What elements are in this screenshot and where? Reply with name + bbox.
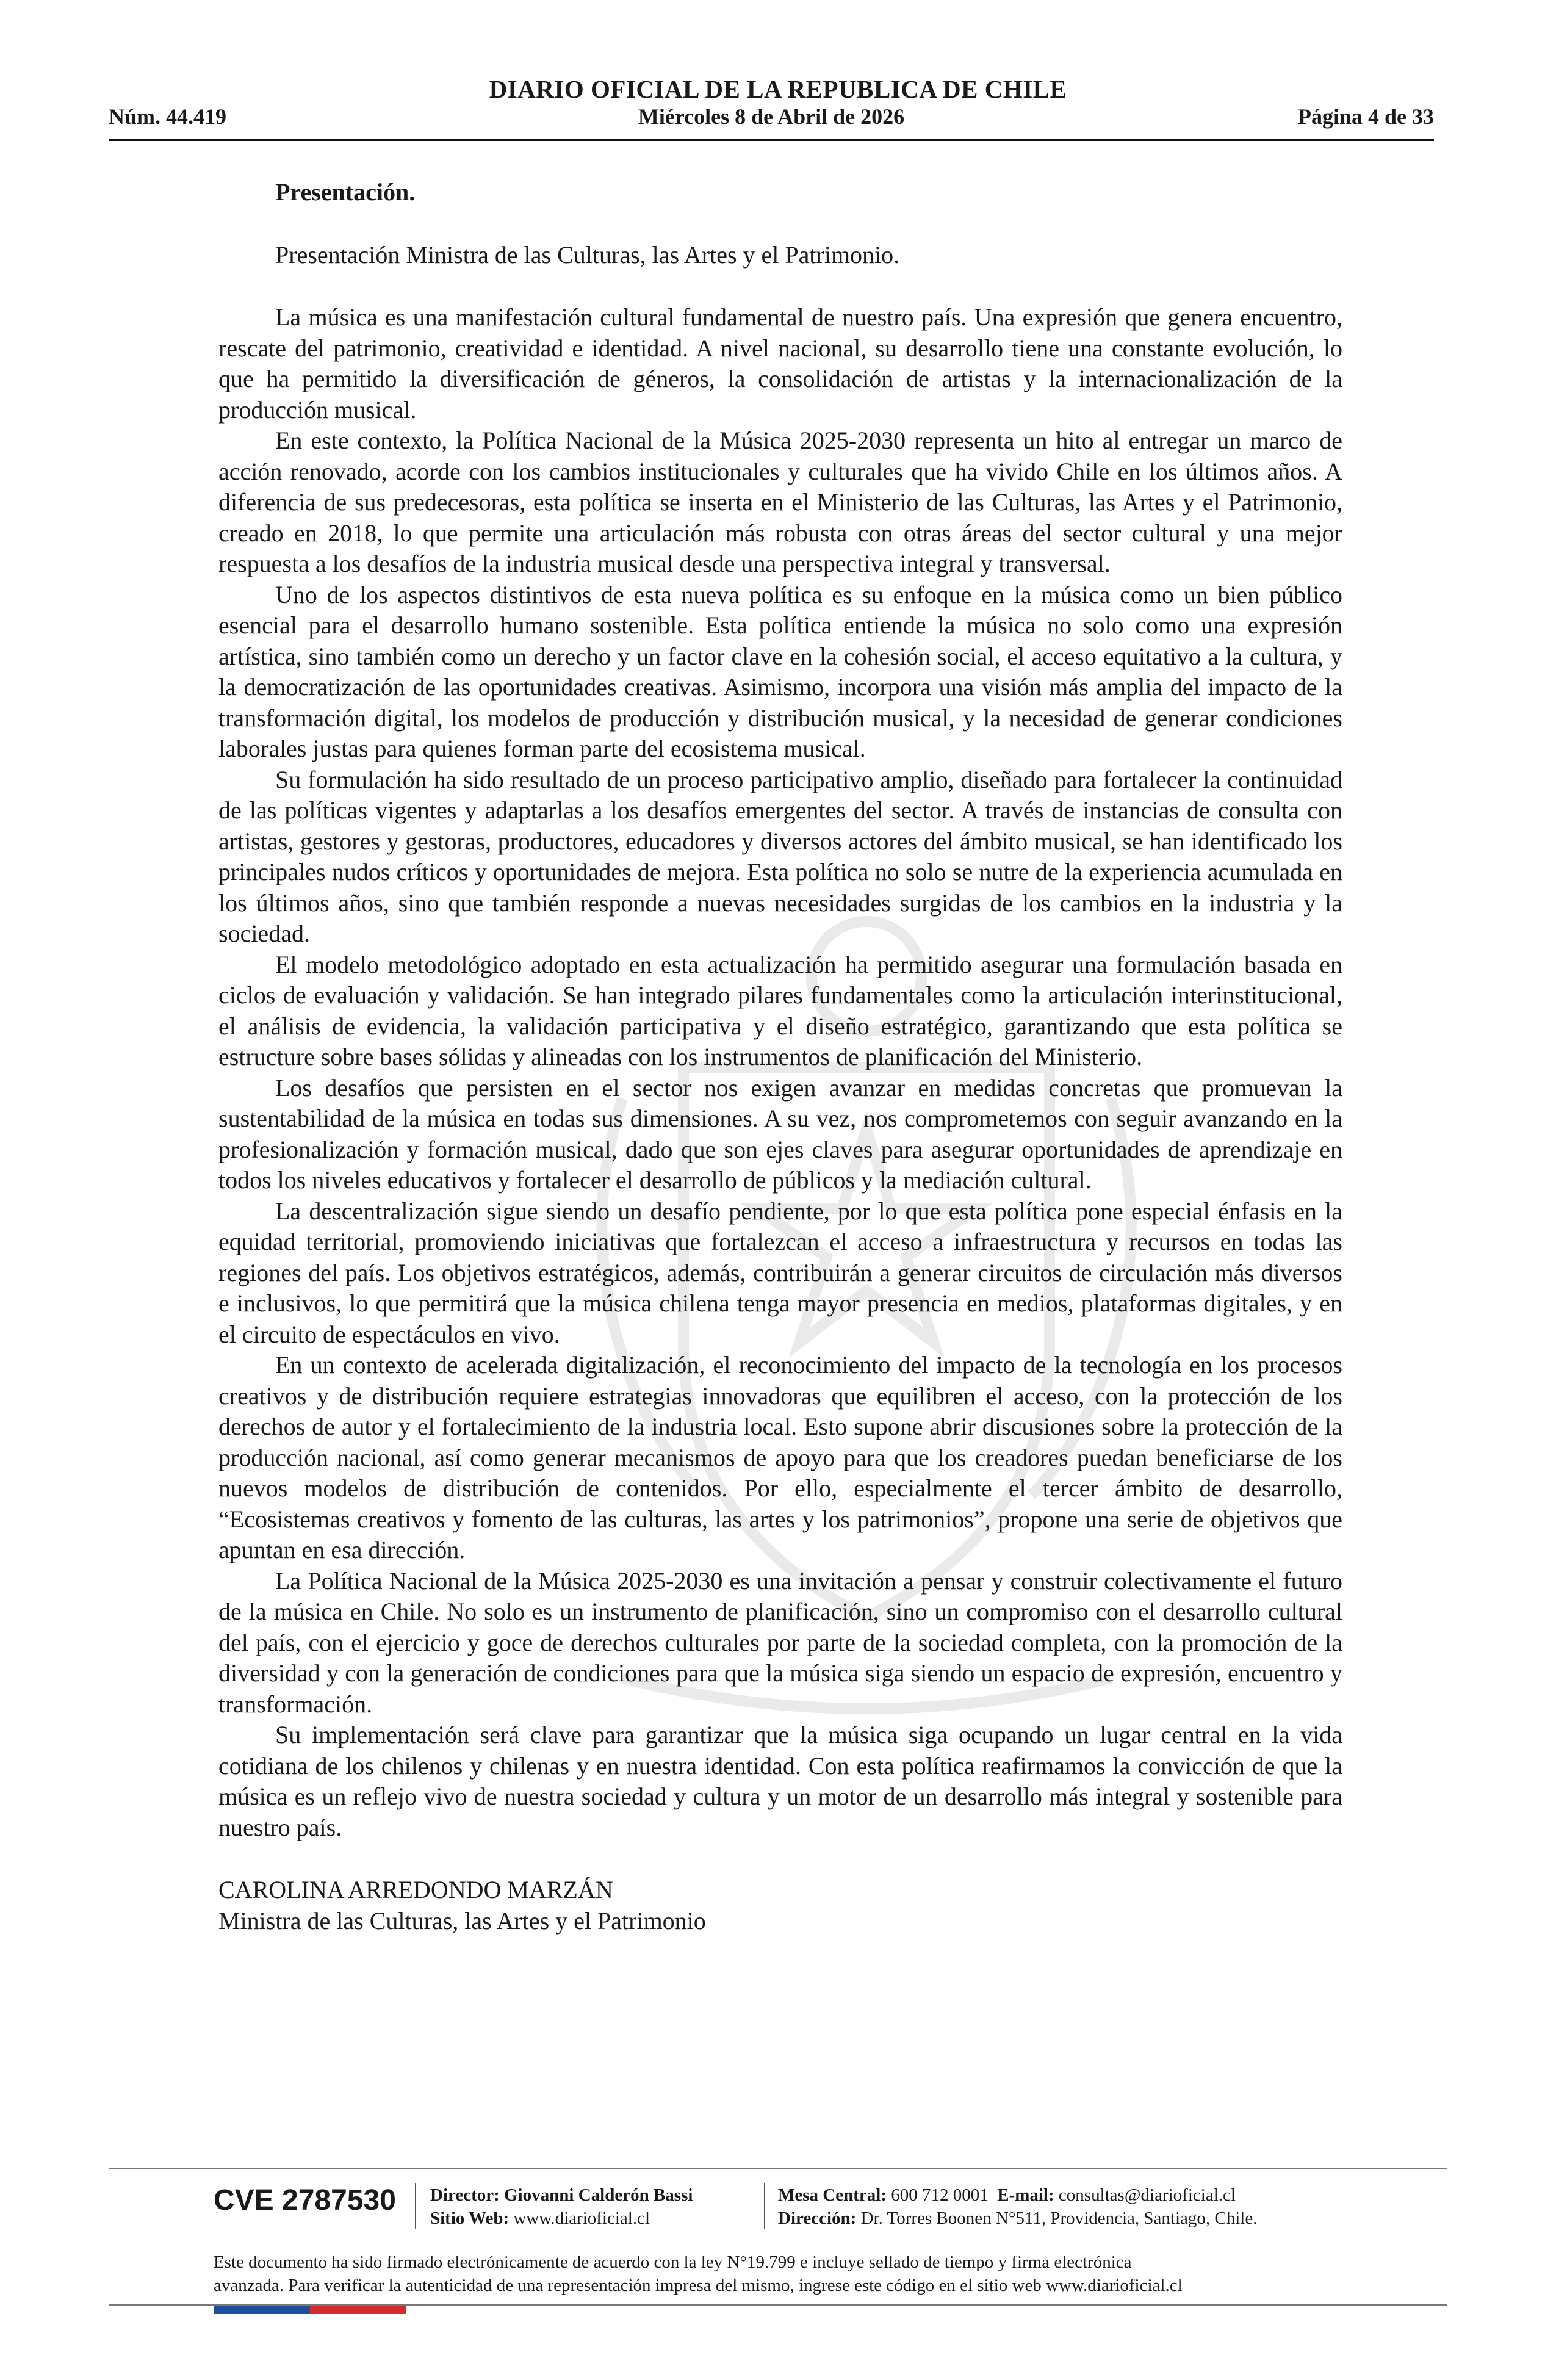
legal-line: Este documento ha sido firmado electrónicamente de acuerdo con la ley N°19.799 e incluye sellado de tiempo y firma electrónica	[214, 2252, 1132, 2272]
paragraph: El modelo metodológico adoptado en esta actualización ha permitido asegurar una formulación basada en ciclos de evaluación y validación. Se han integrado pilares fundamentales como la articulación interinstitucional, el análisis de evidencia, la validación participativa y el diseño estratégico, garantizando que esta política se estructure sobre bases sólidas y alineadas con los instrumentos de planificación del Ministerio.	[218, 950, 1342, 1070]
director-label: Director:	[430, 2185, 500, 2205]
newspaper-title: DIARIO OFICIAL DE LA REPUBLICA DE CHILE	[489, 75, 1067, 103]
director-name: Giovanni Calderón Bassi	[504, 2185, 693, 2205]
issue-date: Miércoles 8 de Abril de 2026	[638, 104, 905, 129]
flag-stripe-red	[310, 2306, 406, 2314]
footer-director-block	[430, 2183, 693, 2230]
paragraph: La descentralización sigue siendo un desafío pendiente, por lo que esta política pone especial énfasis en la equidad territorial, promoviendo iniciativas que fortalezcan el acceso a infraestructura y recursos en todas las regiones del país. Los objetivos estratégicos, además, contribuirán a generar circuitos de circulación más diversos e inclusivos, lo que permitirá que la música chilena tenga mayor presencia en medios, plataformas digitales, y en el circuito de espectáculos en vivo.	[218, 1197, 1342, 1348]
paragraph: Su formulación ha sido resultado de un proceso participativo amplio, diseñado para fortalecer la continuidad de las políticas vigentes y adaptarlas a los desafíos emergentes del sector. A través de instancias de consulta con artistas, gestores y gestoras, productores, educadores y diversos actores del ámbito musical, se han identificado los principales nudos críticos y oportunidades de mejora. Esta política no solo se nutre de la experiencia acumulada en los últimos años, sino que también responde a nuevas necesidades surgidas de los cambios en la industria y la sociedad.	[218, 765, 1342, 947]
paragraph: La música es una manifestación cultural fundamental de nuestro país. Una expresión que genera encuentro, rescate del patrimonio, creatividad e identidad. A nivel nacional, su desarrollo tiene una constante evolución, lo que ha permitido la diversificación de géneros, la consolidación de artistas y la internacionalización de la producción musical.	[218, 303, 1342, 424]
paragraph: Uno de los aspectos distintivos de esta nueva política es su enfoque en la música como un bien público esencial para el desarrollo humano sostenible. Esta política entiende la música no solo como una expresión artística, sino también como un derecho y un factor clave en la cohesión social, el acceso equitativo a la cultura, y la democratización de las oportunidades creativas. Asimismo, incorpora una visión más amplia del impacto de la transformación digital, los modelos de producción y distribución musical, y la necesidad de generar condiciones laborales justas para quienes forman parte del ecosistema musical.	[218, 580, 1342, 762]
phone-number: 600 712 0001	[891, 2185, 989, 2205]
cve-code: CVE 2787530	[214, 2184, 396, 2216]
signatory-role: Ministra de las Culturas, las Artes y el Patrimonio	[218, 1906, 706, 1935]
legal-line: avanzada. Para verificar la autenticidad de una representación impresa del mismo, ingrese este código en el sitio web www.diarioficial.cl	[214, 2276, 1183, 2295]
footer-divider-bottom	[109, 2304, 1447, 2306]
email-label: E-mail:	[997, 2185, 1054, 2205]
paragraph: Su implementación será clave para garantizar que la música siga ocupando un lugar central en la vida cotidiana de los chilenos y chilenas y en nuestra identidad. Con esta política reafirmamos la convicción de que la música es un reflejo vivo de nuestra sociedad y cultura y un motor de un desarrollo más integral y sostenible para nuestro país.	[218, 1721, 1342, 1841]
footer-separator	[415, 2183, 416, 2229]
footer-contact-block	[778, 2183, 1257, 2230]
phone-label: Mesa Central:	[778, 2185, 887, 2205]
paragraph-list	[218, 302, 1342, 1843]
legal-notice	[214, 2251, 1336, 2297]
paragraph: La Política Nacional de la Música 2025-2030 es una invitación a pensar y construir colectivamente el futuro de la música en Chile. No solo es un instrumento de planificación, sino un compromiso con el desarrollo cultural del país, con el ejercicio y goce de derechos culturales por parte de la sociedad completa, con la promoción de la diversidad y con la generación de condiciones para que la música siga siendo un espacio de expresión, encuentro y transformación.	[218, 1567, 1342, 1718]
paragraph: En este contexto, la Política Nacional de la Música 2025-2030 representa un hito al entregar un marco de acción renovado, acorde con los cambios institucionales y culturales que ha vivido Chile en los últimos años. A diferencia de sus predecesoras, esta política se inserta en el Ministerio de las Culturas, las Artes y el Patrimonio, creado en 2018, lo que permite una articulación más robusta con otras áreas del sector cultural y una mejor respuesta a los desafíos de la industria musical desde una perspectiva integral y transversal.	[218, 427, 1342, 577]
footer-divider-top	[109, 2168, 1447, 2169]
address-label: Dirección:	[778, 2209, 857, 2228]
paragraph: Los desafíos que persisten en el sector nos exigen avanzar en medidas concretas que promuevan la sustentabilidad de la música en todas sus dimensiones. A su vez, nos comprometemos con seguir avanzando en la profesionalización y formación musical, dado que son ejes claves para asegurar oportunidades de aprendizaje en todos los niveles educativos y fortalecer el desarrollo de públicos y la mediación cultural.	[218, 1073, 1342, 1194]
page-number: Página 4 de 33	[1297, 104, 1434, 129]
website-link[interactable]: www.diarioficial.cl	[513, 2209, 650, 2228]
signatory-name: CAROLINA ARREDONDO MARZÁN	[218, 1876, 613, 1903]
signature-block	[218, 1875, 1342, 1936]
footer-separator	[764, 2183, 765, 2229]
document-body	[218, 177, 1342, 1936]
paragraph: En un contexto de acelerada digitalización, el reconocimiento del impacto de la tecnología en los procesos creativos y de distribución requiere estrategias innovadoras que equilibren el acceso, con la protección de los derechos de autor y el fortalecimiento de la industria local. Esto supone abrir discusiones sobre la protección de la producción nacional, así como generar mecanismos de apoyo para que los creadores puedan beneficiarse de los nuevos modelos de distribución de contenidos. Por ello, especialmente el tercer ámbito de desarrollo, “Ecosistemas creativos y fomento de las culturas, las artes y los patrimonios”, propone una serie de objetivos que apuntan en esa dirección.	[218, 1351, 1342, 1563]
issue-number: Núm. 44.419	[109, 104, 227, 129]
header-divider	[109, 139, 1434, 141]
intro-line: Presentación Ministra de las Culturas, las Artes y el Patrimonio.	[275, 240, 900, 269]
section-title: Presentación.	[275, 178, 416, 206]
flag-stripe-blue	[214, 2306, 310, 2314]
address-text: Dr. Torres Boonen N°511, Providencia, Santiago, Chile.	[860, 2209, 1258, 2228]
website-label: Sitio Web:	[430, 2209, 510, 2228]
email-link[interactable]: consultas@diarioficial.cl	[1058, 2185, 1236, 2205]
